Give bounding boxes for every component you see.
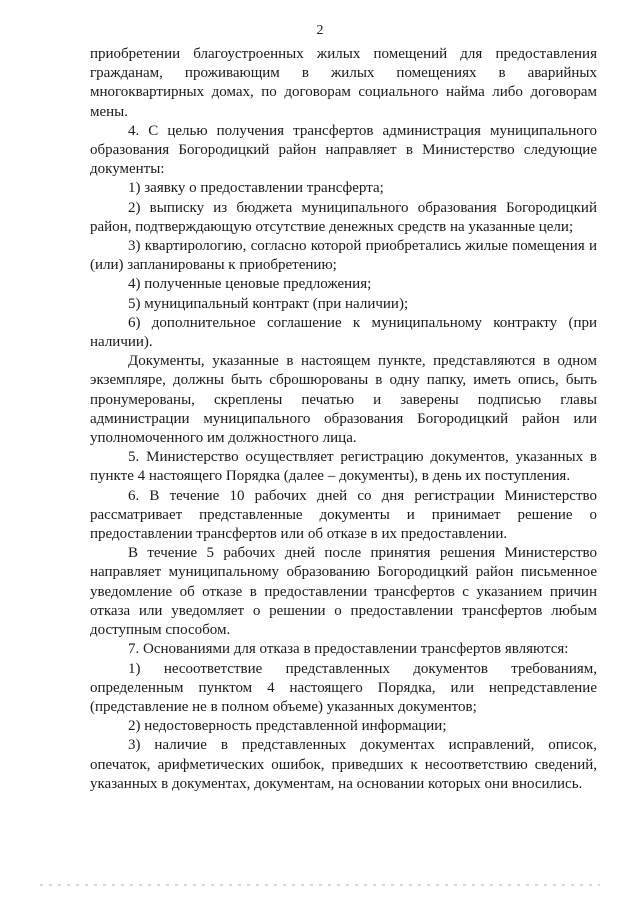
paragraph: 3) наличие в представленных документах исправлений, описок, опечаток, арифметических ошибок, приведших к несоответствию сведений, указанных в документах, документам, на основании которых они вносились. <box>90 737 597 792</box>
page-number: 2 <box>316 23 324 38</box>
paragraph: 4. С целью получения трансфертов администрация муниципального образования Богородицкий район направляет в Министерство следующие документы: <box>90 122 597 178</box>
paragraph: В течение 5 рабочих дней после принятия решения Министерство направляет муниципальному образованию Богородицкий район письменное уведомление об отказе в предоставлении трансфертов с указанием причин отказа или уведомляет о решении о предоставлении трансфертов любым доступным способом. <box>90 545 597 639</box>
scan-artifact-line <box>40 884 600 886</box>
paragraph: приобретении благоустроенных жилых помещений для предоставления гражданам, проживающим в жилых помещениях в аварийных многоквартирных домах, по договорам социального найма либо договорам мены. <box>90 46 597 120</box>
paragraph: 1) несоответствие представленных документов требованиям, определенным пунктом 4 настоящего Порядка, или непредставление (представление не в полном объеме) указанных документов; <box>90 660 597 715</box>
paragraph: 2) недостоверность представленной информации; <box>128 718 447 735</box>
paragraph: 2) выписку из бюджета муниципального образования Богородицкий район, подтверждающую отсутствие денежных средств на указанные цели; <box>90 199 597 235</box>
document-body <box>90 45 597 794</box>
paragraph: 3) квартирологию, согласно которой приобретались жилые помещения и (или) запланированы к приобретению; <box>90 238 597 274</box>
paragraph: 1) заявку о предоставлении трансферта; <box>128 180 384 197</box>
paragraph: 7. Основаниями для отказа в предоставлении трансфертов являются: <box>128 641 569 658</box>
paragraph: 5) муниципальный контракт (при наличии); <box>128 295 409 312</box>
paragraph: 6) дополнительное соглашение к муниципальному контракту (при наличии). <box>90 314 597 351</box>
paragraph: 6. В течение 10 рабочих дней со дня регистрации Министерство рассматривает представленные документы и принимает решение о предоставлении трансфертов или об отказе в их предоставлении. <box>90 487 597 543</box>
paragraph: 5. Министерство осуществляет регистрацию документов, указанных в пункте 4 настоящего Порядка (далее – документы), в день их поступления. <box>90 449 597 485</box>
paragraph: Документы, указанные в настоящем пункте, представляются в одном экземпляре, должны быть сброшюрованы в одну папку, иметь опись, быть пронумерованы, скреплены печатью и заверены подписью главы администрации муниципального образования Богородицкий район или уполномоченного им должностного лица. <box>90 353 597 447</box>
paragraph: 4) полученные ценовые предложения; <box>128 276 372 293</box>
